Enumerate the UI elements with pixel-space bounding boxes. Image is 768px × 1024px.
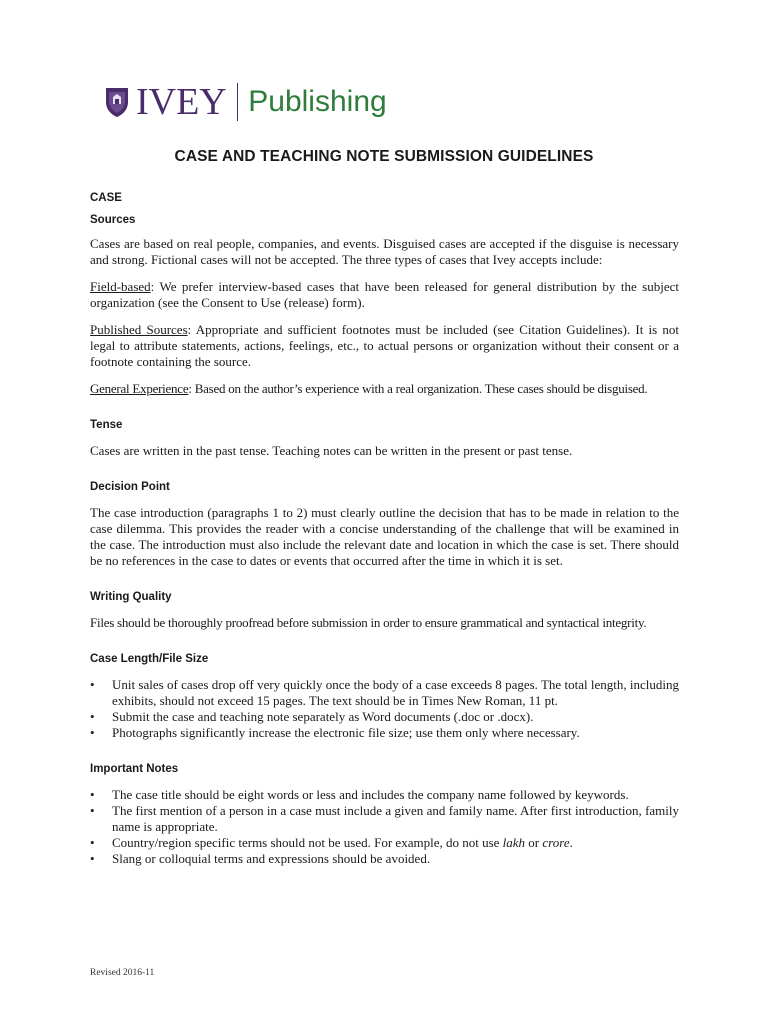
list-item: • The case title should be eight words or less and includes the company name followed by keywords. [112,787,679,803]
note-text: or [525,835,543,850]
important-notes-heading: Important Notes [90,763,179,775]
page-title: CASE AND TEACHING NOTE SUBMISSION GUIDELINES [174,148,594,165]
case-length-heading: Case Length/File Size [90,653,209,665]
tense-text: Cases are written in the past tense. Teaching notes can be written in the present or past tense. [90,443,573,458]
case-heading: CASE [90,192,122,204]
logo-product-text: Publishing [248,85,387,118]
logo-divider [237,83,239,121]
note-term-crore: crore [542,835,570,850]
field-based-term: Field-based [90,279,151,294]
sources-heading: Sources [90,214,136,226]
document-body [90,192,679,867]
writing-quality-text: Files should be thoroughly proofread before submission in order to ensure grammatical and syntactical integrity. [90,615,647,630]
field-based-text: : We prefer interview-based cases that have been released for general distribution by the subject organization (see the Consent to Use (release) form). [90,279,679,310]
published-sources-term: Published Sources [90,322,188,337]
published-sources-text: : Appropriate and sufficient footnotes must be included (see Citation Guidelines). It is not legal to attribute statements, actions, feelings, etc., to actual persons or organization without their consent or a footnote containing the source. [90,322,679,369]
published-sources-paragraph [90,322,679,370]
ivey-crest-icon [104,86,130,118]
general-experience-text: : Based on the author’s experience with a real organization. These cases should be disguised. [188,381,648,396]
list-item: • Submit the case and teaching note separately as Word documents (.doc or .docx). [112,709,679,725]
general-experience-paragraph [90,381,679,397]
note-term-lakh: lakh [502,835,526,850]
tense-heading: Tense [90,419,123,431]
list-item: • Photographs significantly increase the electronic file size; use them only where necessary. [112,725,679,741]
note-text: Country/region specific terms should not be used. For example, do not use [112,835,503,850]
list-item: • Slang or colloquial terms and expressions should be avoided. [112,851,679,867]
case-length-list [90,677,679,741]
important-notes-list [90,787,679,867]
decision-point-heading: Decision Point [90,481,170,493]
logo-brand-text: IVEY [136,81,227,123]
writing-quality-heading: Writing Quality [90,591,172,603]
field-based-paragraph [90,279,679,311]
ivey-publishing-logo [104,78,387,126]
general-experience-term: General Experience [90,381,189,396]
list-item: • Unit sales of cases drop off very quickly once the body of a case exceeds 8 pages. The total length, including exhibits, should not exceed 15 pages. The text should be in Times New Roman, 11 pt. [112,677,679,709]
note-text: . [569,835,573,850]
decision-point-text: The case introduction (paragraphs 1 to 2) must clearly outline the decision that has to be made in relation to the case dilemma. This provides the reader with a concise understanding of the challenge that will be examined in the case. The introduction must also include the relevant date and location in which the case is set. There should be no references in the case to dates or events that occurred after the time in which it is set. [90,505,679,568]
list-item [112,835,679,851]
sources-intro: Cases are based on real people, companies, and events. Disguised cases are accepted if the disguise is necessary and strong. Fictional cases will not be accepted. The three types of cases that Ivey accepts include: [90,236,679,267]
revision-footer: Revised 2016-11 [90,968,155,978]
list-item: • The first mention of a person in a case must include a given and family name. After first introduction, family name is appropriate. [112,803,679,835]
